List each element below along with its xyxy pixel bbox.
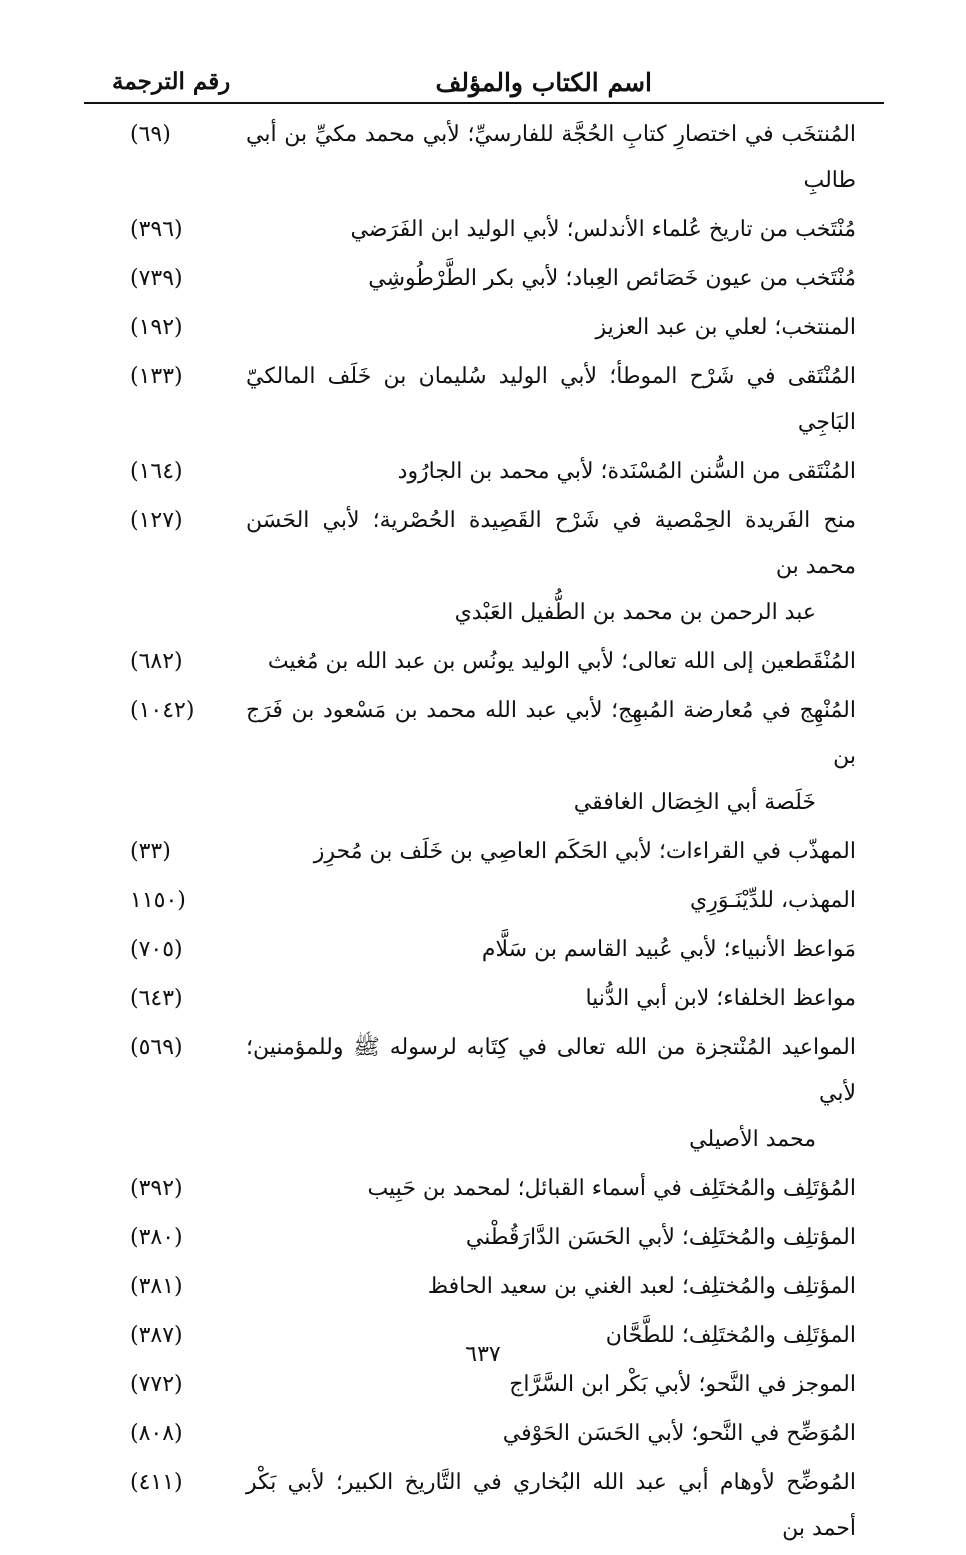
entry-biography-number: (١٩٢) xyxy=(130,315,183,340)
entry-biography-number: (٨٠٨) xyxy=(130,1421,183,1446)
entry-title: المؤتلِف والمُختلِف؛ لعبد الغني بن سعيد الحافظ xyxy=(427,1274,856,1299)
header-book-author: اسم الكتاب والمؤلف xyxy=(435,68,652,97)
index-entry xyxy=(130,976,856,1022)
index-entry xyxy=(130,829,856,875)
entry-biography-number: (٣٨٠) xyxy=(130,1225,183,1250)
index-entry xyxy=(130,878,856,924)
entry-biography-number: (٣٩٦) xyxy=(130,217,183,242)
entry-title: المهذّب في القراءات؛ لأبي الحَكَم العاصِي بن خَلَف بن مُحرِز xyxy=(313,839,856,864)
index-entry xyxy=(130,449,856,495)
index-entry xyxy=(130,256,856,302)
entry-title: المُوَضِّح في النَّحو؛ لأبي الحَسَن الحَوْفي xyxy=(502,1421,856,1446)
entry-biography-number: (٧٣٩) xyxy=(130,266,183,291)
entry-biography-number: (٦٨٢) xyxy=(130,649,183,674)
index-entry xyxy=(130,927,856,973)
index-entry xyxy=(130,1166,856,1212)
entry-title: المُنْتَقى في شَرْح الموطأ؛ لأبي الوليد سُليمان بن خَلَف المالكيّ البَاجِي xyxy=(246,364,856,435)
entry-biography-number: (١٣٣) xyxy=(130,364,183,389)
index-entry xyxy=(130,1460,856,1552)
entry-biography-number: (٥٦٩) xyxy=(130,1035,183,1060)
entry-biography-number: (٣٨١) xyxy=(130,1274,183,1299)
entry-title: مُنْتَخب من عيون خَصَائص العِباد؛ لأبي بكر الطَّرْطُوشِي xyxy=(368,266,856,291)
index-entry xyxy=(130,1025,856,1163)
entry-biography-number: (٣٩٢) xyxy=(130,1176,183,1201)
index-entry xyxy=(130,1362,856,1408)
index-entry xyxy=(130,498,856,636)
entry-biography-number: (٦٩) xyxy=(130,122,171,147)
entry-title-continuation: عبد الرحمن بن محمد بن الطُّفيل العَبْدي xyxy=(454,600,816,625)
index-entry xyxy=(130,112,856,204)
header-biography-number: رقم الترجمة xyxy=(112,68,231,95)
entry-title: المؤتَلِف والمُختَلِف؛ للطَّحَّان xyxy=(605,1323,856,1348)
index-entry xyxy=(130,354,856,446)
entry-title: المُوضِّح لأوهام أبي عبد الله البُخاري في التَّاريخ الكبير؛ لأبي بَكْر أحمد بن xyxy=(246,1470,856,1541)
entry-title: المُنتخَب في اختصارِ كتابِ الحُجَّة للفارسيِّ؛ لأبي محمد مكيِّ بن أبي طالبِ xyxy=(246,122,856,193)
entry-biography-number: (٤١١) xyxy=(130,1470,183,1495)
entry-title-continuation: خَلَصة أبي الخِصَال الغافقي xyxy=(573,790,816,815)
entry-biography-number: (٧٠٥) xyxy=(130,937,183,962)
entry-biography-number: (١٦٤) xyxy=(130,459,183,484)
entry-biography-number: (١٠٤٢) xyxy=(130,698,195,723)
entry-title: المُنْقَطعين إلى الله تعالى؛ لأبي الوليد يونُس بن عبد الله بن مُغيث xyxy=(267,649,856,674)
index-entry xyxy=(130,305,856,351)
entry-title: المُنْهِج في مُعارضة المُبهِج؛ لأبي عبد الله محمد بن مَسْعود بن فَرَج بن xyxy=(246,698,856,769)
entry-title: مواعظ الخلفاء؛ لابن أبي الدُّنيا xyxy=(585,986,856,1011)
entry-biography-number: (٣٣) xyxy=(130,839,171,864)
entry-biography-number: (١١٥٠ xyxy=(130,888,186,913)
page-number: ٦٣٧ xyxy=(465,1342,501,1367)
entry-biography-number: (٣٨٧) xyxy=(130,1323,183,1348)
index-entry xyxy=(130,1215,856,1261)
entry-title: المُؤتَلِف والمُختَلِف في أسماء القبائل؛ لمحمد بن حَبِيب xyxy=(367,1176,856,1201)
entry-biography-number: (٦٤٣) xyxy=(130,986,183,1011)
index-entry xyxy=(130,1264,856,1310)
entry-biography-number: (٧٧٢) xyxy=(130,1372,183,1397)
entry-title: الموجز في النَّحو؛ لأبي بَكْر ابن السَّرَّاج xyxy=(509,1372,856,1397)
entry-title: مُنْتَخب من تاريخ عُلماء الأندلس؛ لأبي الوليد ابن الفَرَضي xyxy=(350,217,856,242)
entry-title: المنتخب؛ لعلي بن عبد العزيز xyxy=(595,315,856,340)
table-header xyxy=(84,68,884,104)
entry-title: المؤتلِف والمُختَلِف؛ لأبي الحَسَن الدَّارَقُطْني xyxy=(465,1225,856,1250)
entry-title: منح الفَريدة الحِمْصية في شَرْح القَصِيدة الحُصْرية؛ لأبي الحَسَن محمد بن xyxy=(246,508,856,579)
index-entry xyxy=(130,207,856,253)
index-entry xyxy=(130,1411,856,1457)
index-entry xyxy=(130,639,856,685)
entry-title: المواعيد المُنْتجزة من الله تعالى في كِتَابه لرسوله ﷺ وللمؤمنين؛ لأبي xyxy=(246,1035,856,1106)
entry-title-continuation: محمد الأصيلي xyxy=(689,1127,816,1152)
entry-title: مَواعظ الأنبياء؛ لأبي عُبيد القاسم بن سَلَّام xyxy=(481,937,856,962)
index-entries xyxy=(130,112,856,1555)
entry-biography-number: (١٢٧) xyxy=(130,508,183,533)
entry-title: المهذب، للدِّيْنَـوَرِي xyxy=(690,888,856,913)
index-entry xyxy=(130,688,856,826)
entry-title: المُنْتَقى من السُّنن المُسْنَدة؛ لأبي محمد بن الجارُود xyxy=(397,459,856,484)
